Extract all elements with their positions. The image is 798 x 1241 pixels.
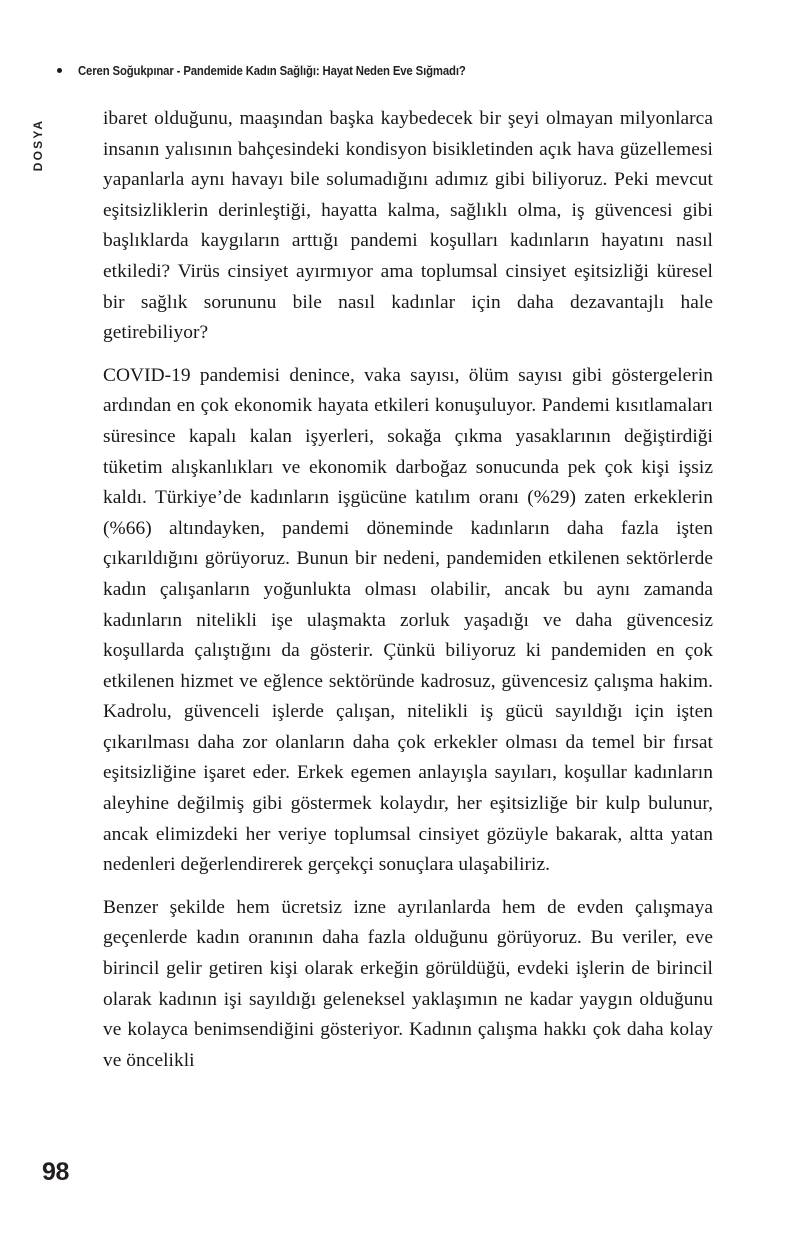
- section-tab: [26, 102, 50, 188]
- body-text-column: [103, 104, 713, 1076]
- paragraph: COVID-19 pandemisi denince, vaka sayısı, ölüm sayısı gibi göstergelerin ardından en çok ekonomik hayata etkileri konuşuluyor. Pandemi kısıtlamaları süresince kapalı kalan işyerleri, sokağa çıkma yasaklarının değiştirdiği tüketim alışkanlıkları ve ekonomik darboğaz sonucunda pek çok kişi işsiz kaldı. Türkiye’de kadınların işgücüne katılım oranı (%29) zaten erkeklerin (%66) altındayken, pandemi döneminde kadınların daha fazla işten çıkarıldığını görüyoruz. Bunun bir nedeni, pandemiden etkilenen sektörlerde kadın çalışanların yoğunlukta olması olabilir, ancak bu aynı zamanda kadınların nitelikli işe ulaşmakta zorluk yaşadığı ve daha güvencesiz koşullarda çalıştığını da gösterir. Çünkü biliyoruz ki pandemiden en çok etkilenen hizmet ve eğlence sektöründe kadrosuz, güvencesiz çalışma hakim. Kadrolu, güvenceli işlerde çalışan, nitelikli iş gücü sayıldığı için işten çıkarılması daha zor olanların daha çok erkekler olması da temel bir fırsat eşitsizliğine işaret eder. Erkek egemen anlayışla sayıları, koşullar kadınların aleyhine değilmiş gibi göstermek kolaydır, her eşitsizliğe bir kulp bulunur, ancak elimizdeki her veriye toplumsal cinsiyet gözüyle bakarak, altta yatan nedenleri değerlendirerek gerçekçi sonuçlara ulaşabiliriz.: [103, 364, 713, 876]
- running-head-author: Ceren Soğukpınar: [78, 62, 174, 78]
- running-head-text: [78, 63, 466, 78]
- running-head-separator: -: [173, 62, 184, 78]
- paragraph: Benzer şekilde hem ücretsiz izne ayrılanlarda hem de evden çalışmaya geçenlerde kadın oranının daha fazla olduğunu görüyoruz. Bu veriler, eve birincil gelir getiren kişi olarak erkeğin görüldüğü, evdeki işlerin de birincil olarak kadının işi sayıldığı geleneksel yaklaşımın ne kadar yaygın olduğunu ve kolayca benimsendiğini gösteriyor. Kadının çalışma hakkı çok daha kolay ve öncelikli: [103, 896, 713, 1071]
- bullet-icon: [57, 68, 62, 73]
- section-tab-label: DOSYA: [31, 118, 45, 172]
- paragraph: ibaret olduğunu, maaşından başka kaybedecek bir şeyi olmayan milyonlarca insanın yalısının bahçesindeki kondisyon bisikletinden açık hava güzellemesi yapanlarla aynı havayı bile solumadığını adımız gibi biliyoruz. Peki mevcut eşitsizliklerin derinleştiği, hayatta kalma, sağlıklı olma, iş güvencesi gibi başlıklarda kaygıların arttığı pandemi koşulları kadınların hayatını nasıl etkiledi? Virüs cinsiyet ayırmıyor ama toplumsal cinsiyet eşitsizliği küresel bir sağlık sorununu bile nasıl kadınlar için daha dezavantajlı hale getirebiliyor?: [103, 108, 713, 344]
- running-head: [57, 60, 737, 80]
- running-head-title: Pandemide Kadın Sağlığı: Hayat Neden Eve Sığmadı?: [183, 62, 466, 78]
- page-number: 98: [42, 1158, 70, 1186]
